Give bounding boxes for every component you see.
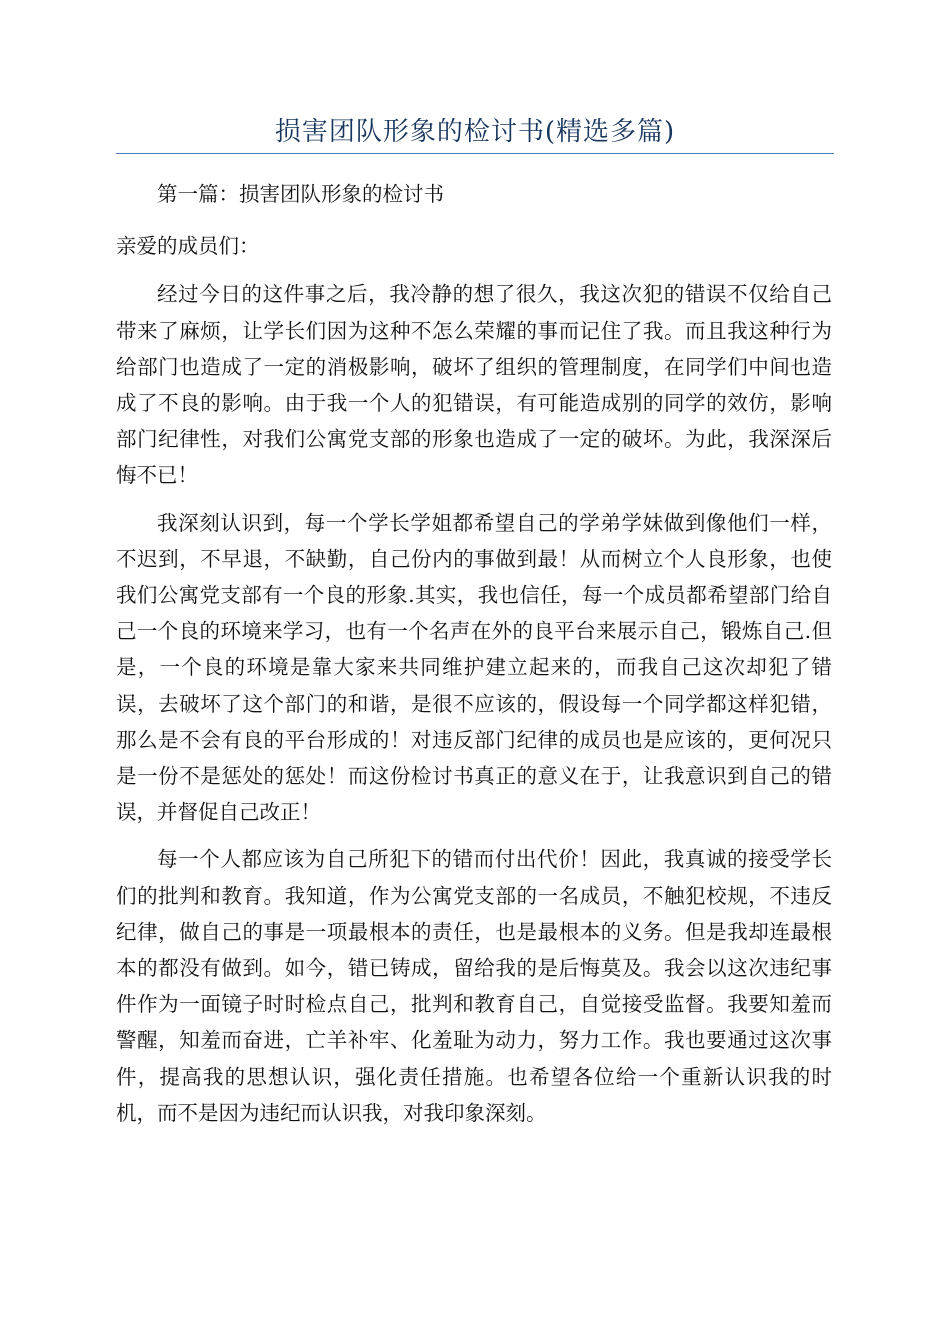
document-body — [116, 176, 832, 1142]
body-paragraph-2: 我深刻认识到，每一个学长学姐都希望自己的学弟学妹做到像他们一样，不迟到，不早退，不缺勤，自己份内的事做到最！从而树立个人良形象，也使我们公寓党支部有一个良的形象.其实，我也信任，每一个成员都希望部门给自己一个良的环境来学习，也有一个名声在外的良平台来展示自己，锻炼自己.但是，一个良的环境是靠大家来共同维护建立起来的，而我自己这次却犯了错误，去破坏了这个部门的和谐，是很不应该的，假设每一个同学都这样犯错，那么是不会有良的平台形成的！对违反部门纪律的成员也是应该的，更何况只是一份不是惩处的惩处！而这份检讨书真正的意义在于，让我意识到自己的错误，并督促自己改正！ — [116, 510, 832, 825]
greeting: 亲爱的成员们： — [116, 234, 260, 259]
body-paragraph-1: 经过今日的这件事之后，我冷静的想了很久，我这次犯的错误不仅给自己带来了麻烦，让学长们因为这种不怎么荣耀的事而记住了我。而且我这种行为给部门也造成了一定的消极影响，破坏了组织的管理制度，在同学们中间也造成了不良的影响。由于我一个人的犯错误，有可能造成别的同学的效仿，影响部门纪律性，对我们公寓党支部的形象也造成了一定的破坏。为此，我深深后悔不已！ — [116, 282, 832, 488]
title-underline — [116, 153, 834, 154]
body-paragraph-3: 每一个人都应该为自己所犯下的错而付出代价！因此，我真诚的接受学长们的批判和教育。我知道，作为公寓党支部的一名成员，不触犯校规，不违反纪律，做自己的事是一项最根本的责任，也是最根本的义务。但是我却连最根本的都没有做到。如今，错已铸成，留给我的是后悔莫及。我会以这次违纪事件作为一面镜子时时检点自己，批判和教育自己，自觉接受监督。我要知羞而警醒，知羞而奋进，亡羊补牢、化羞耻为动力，努力工作。我也要通过这次事件，提高我的思想认识，强化责任措施。也希望各位给一个重新认识我的时机，而不是因为违纪而认识我，对我印象深刻。 — [116, 847, 832, 1125]
section-heading: 第一篇：损害团队形象的检讨书 — [157, 182, 444, 206]
document-title: 损害团队形象的检讨书(精选多篇) — [274, 117, 676, 147]
